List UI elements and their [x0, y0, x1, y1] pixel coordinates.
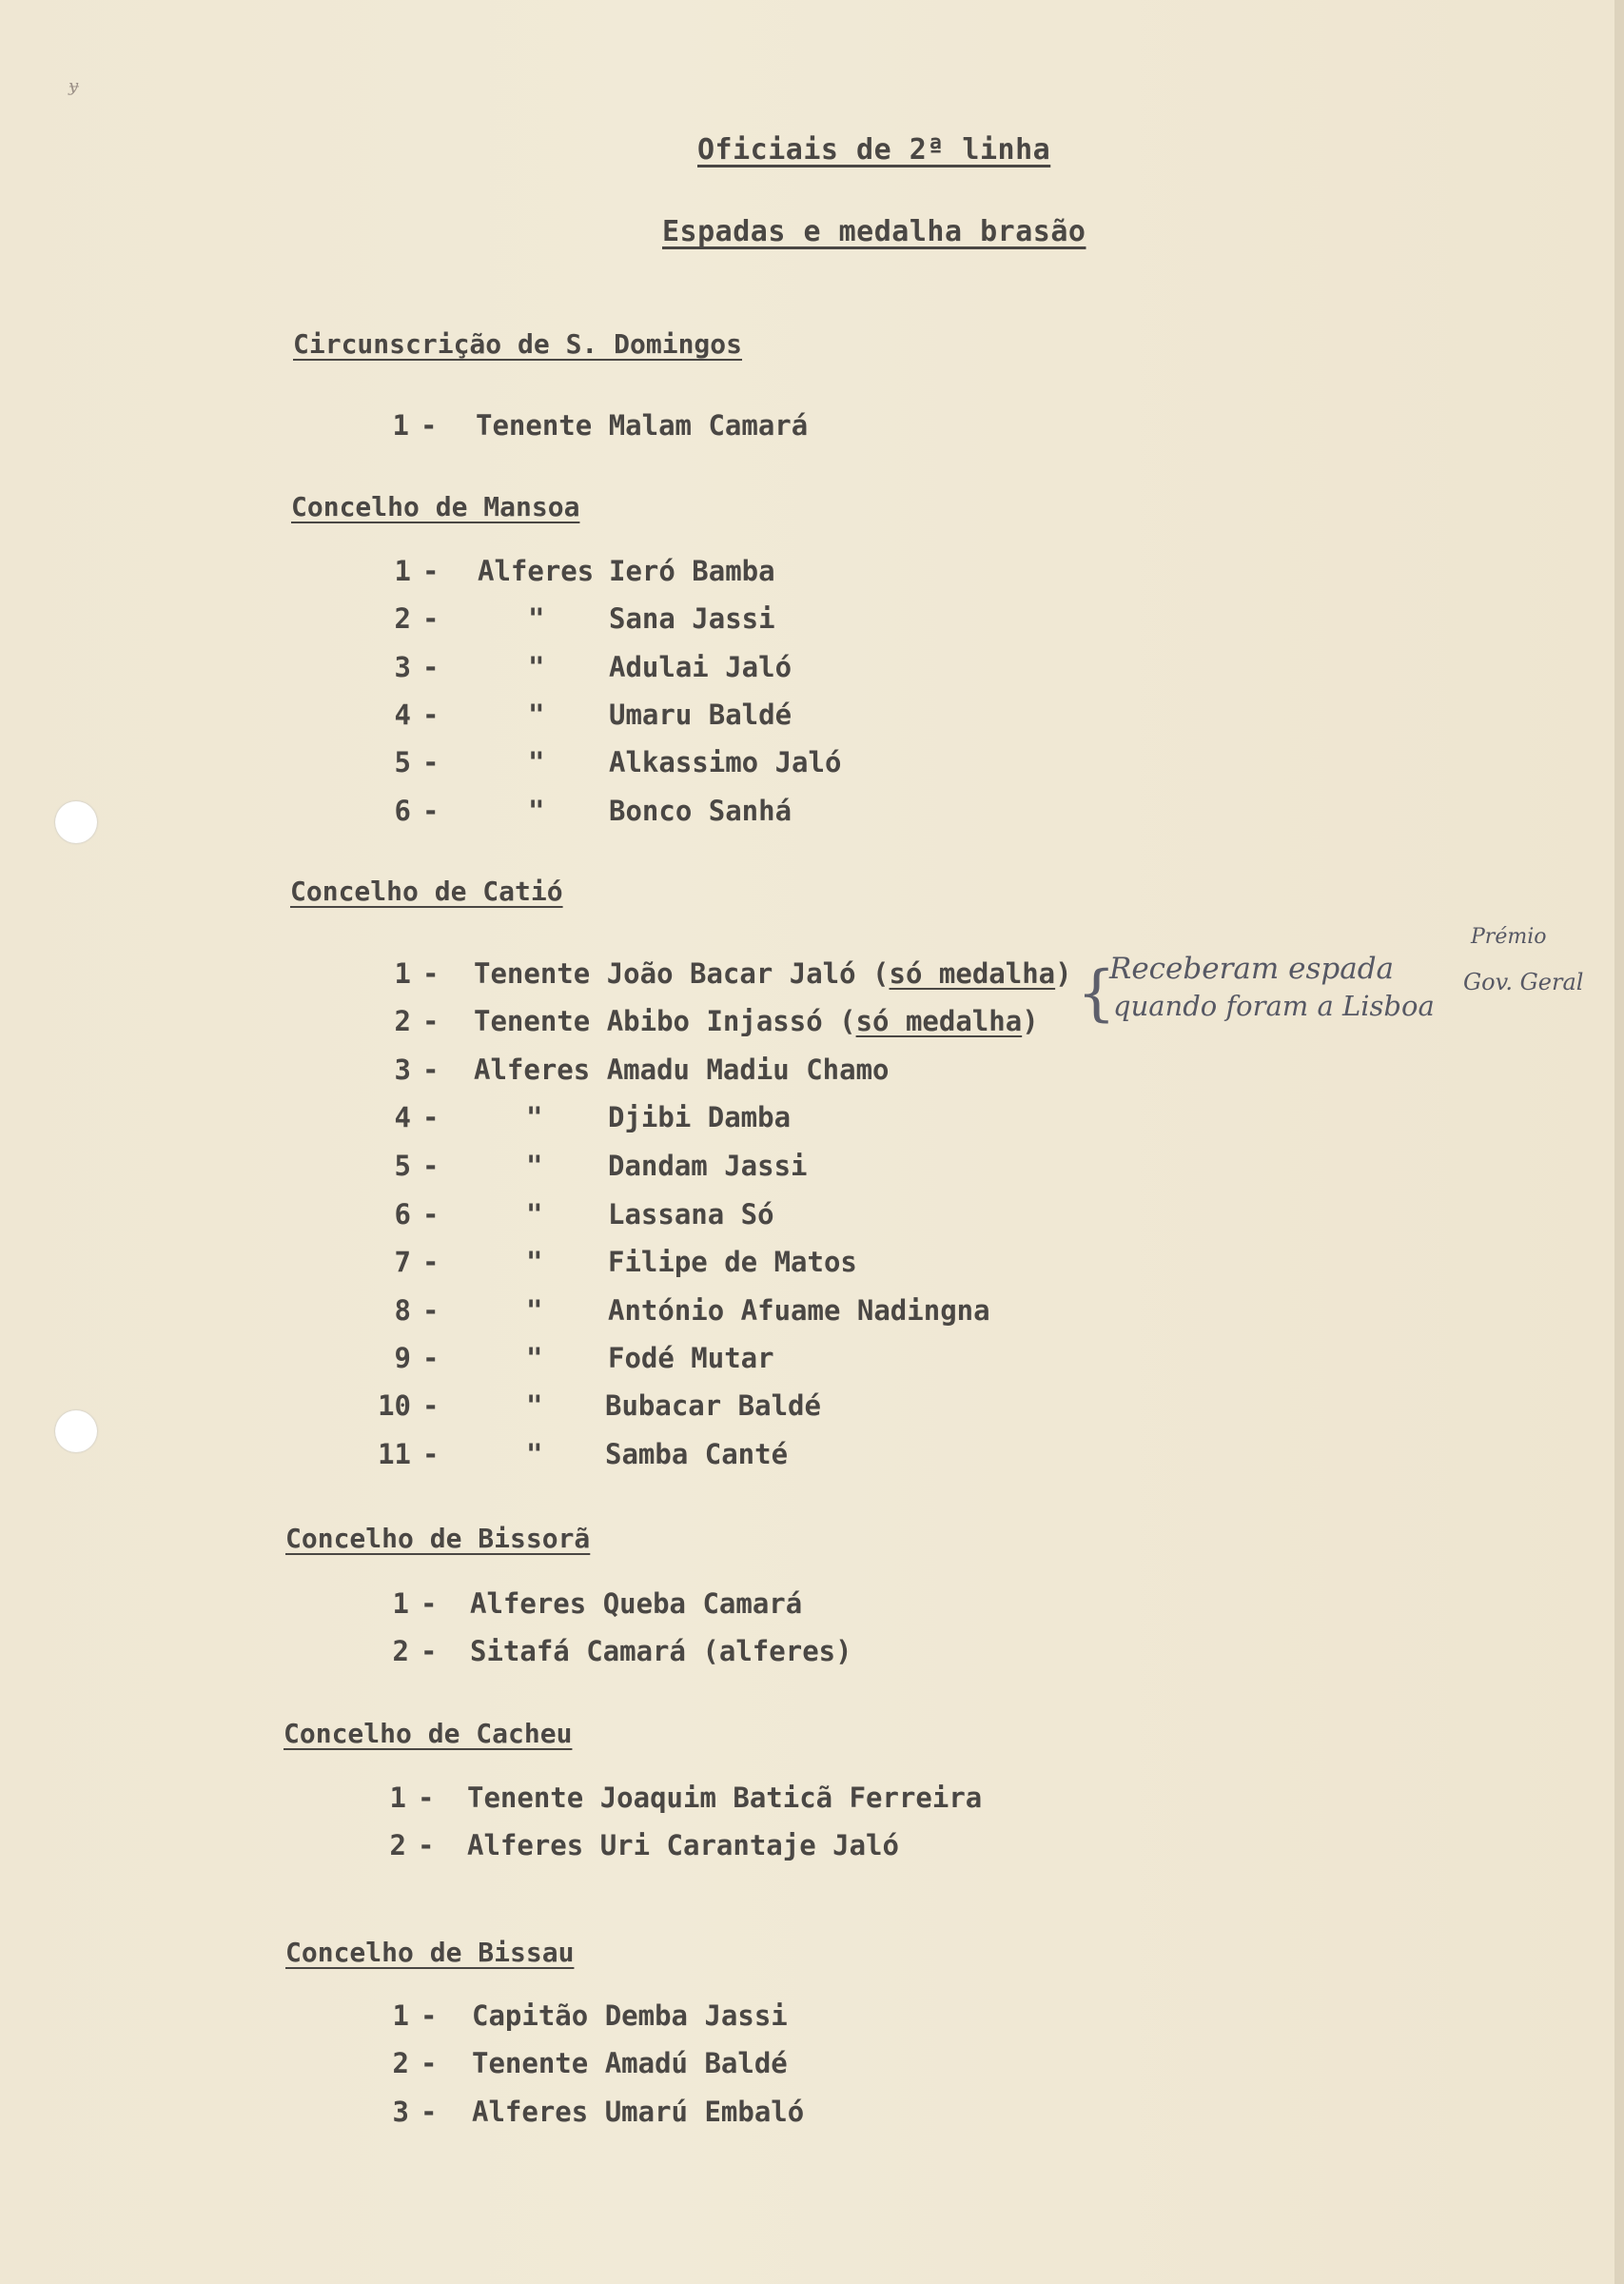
item-dash: -	[422, 1198, 440, 1231]
item-rank: Tenente	[474, 1005, 591, 1037]
item-name: Dandam Jassi	[608, 1150, 808, 1182]
section-heading: Circunscrição de S. Domingos	[293, 328, 743, 360]
item-name: Bonco Sanhá	[609, 795, 792, 827]
item-number: 1	[389, 1782, 406, 1814]
item-name: Amadu Madiu Chamo	[606, 1053, 890, 1086]
item-dash: -	[422, 699, 440, 731]
item-dash: -	[418, 1829, 435, 1861]
item-number: 5	[394, 1150, 411, 1182]
item-number: 9	[394, 1342, 411, 1374]
handwritten-note-line1: Receberam espada	[1109, 952, 1395, 986]
item-rank: Tenente	[467, 1782, 584, 1814]
ditto-mark: "	[528, 602, 545, 635]
item-name: Uri Carantaje Jaló	[599, 1829, 899, 1861]
item-name: Umaru Baldé	[609, 699, 792, 731]
item-name: Joaquim Baticã Ferreira	[599, 1782, 983, 1814]
section-heading: Concelho de Cacheu	[284, 1718, 573, 1749]
item-dash: -	[422, 1150, 440, 1182]
ditto-mark: "	[526, 1294, 543, 1327]
item-name: Bubacar Baldé	[605, 1389, 821, 1422]
item-number: 2	[392, 2047, 409, 2079]
item-number: 1	[394, 555, 411, 587]
item-dash: -	[422, 1294, 440, 1327]
item-rank: Tenente	[472, 2047, 589, 2079]
handwritten-side-line1: Prémio	[1471, 925, 1547, 949]
item-dash: -	[421, 409, 438, 442]
ditto-mark: "	[526, 1246, 543, 1278]
item-text	[474, 1053, 890, 1086]
item-text	[472, 1999, 788, 2032]
item-rank: Tenente	[476, 409, 593, 442]
item-name: Fodé Mutar	[608, 1342, 774, 1374]
item-number: 2	[394, 1005, 411, 1037]
item-rank: Alferes	[467, 1829, 584, 1861]
item-text	[472, 2096, 804, 2128]
item-number: 3	[392, 2096, 409, 2128]
item-dash: -	[422, 602, 440, 635]
item-text	[467, 1829, 899, 1861]
item-number: 2	[392, 1635, 409, 1667]
item-name: Sitafá Camará (alferes)	[470, 1635, 852, 1667]
item-rank: Tenente	[474, 957, 591, 990]
handwritten-side-line2: Gov. Geral	[1463, 969, 1584, 995]
item-rank: Alferes	[478, 555, 595, 587]
item-text: Tenente Abibo Injassó (só medalha)	[474, 1005, 1039, 1037]
item-note: só medalha	[889, 957, 1056, 990]
item-number: 7	[394, 1246, 411, 1278]
item-text	[476, 409, 808, 442]
item-dash: -	[422, 795, 440, 827]
item-dash: -	[421, 1587, 438, 1620]
item-number: 1	[392, 1999, 409, 2032]
item-number: 1	[394, 957, 411, 990]
ditto-mark: "	[526, 1101, 543, 1133]
item-name: Sana Jassi	[609, 602, 775, 635]
ditto-mark: "	[526, 1150, 543, 1182]
item-dash: -	[422, 1005, 440, 1037]
item-dash: -	[422, 1389, 440, 1422]
item-number: 5	[394, 746, 411, 778]
item-number: 3	[394, 651, 411, 683]
item-name: António Afuame Nadingna	[608, 1294, 990, 1327]
punch-hole-bottom	[55, 1410, 97, 1452]
ditto-mark: "	[526, 1342, 543, 1374]
item-rank: Alferes	[470, 1587, 587, 1620]
item-number: 1	[392, 409, 409, 442]
item-name: Malam Camará	[608, 409, 809, 442]
item-dash: -	[421, 2047, 438, 2079]
item-dash: -	[422, 651, 440, 683]
ditto-mark: "	[526, 1198, 543, 1231]
item-number: 2	[394, 602, 411, 635]
item-number: 8	[394, 1294, 411, 1327]
punch-hole-top	[55, 801, 97, 843]
item-name: João Bacar Jaló	[606, 957, 856, 990]
ditto-mark: "	[528, 651, 545, 683]
item-dash: -	[422, 555, 440, 587]
item-name: Samba Canté	[605, 1438, 789, 1470]
item-dash: -	[421, 1999, 438, 2032]
section-heading: Concelho de Mansoa	[291, 491, 580, 522]
section-heading: Concelho de Catió	[290, 876, 563, 907]
item-number: 3	[394, 1053, 411, 1086]
item-note: só medalha	[855, 1005, 1023, 1037]
item-name: Ieró Bamba	[609, 555, 775, 587]
item-number: 6	[394, 795, 411, 827]
corner-ink-mark: ɏ	[68, 76, 79, 96]
item-number: 6	[394, 1198, 411, 1231]
item-name: Demba Jassi	[604, 1999, 788, 2032]
page-edge	[1614, 0, 1624, 2284]
item-name: Adulai Jaló	[609, 651, 792, 683]
item-number: 10	[378, 1389, 411, 1422]
item-name: Amadú Baldé	[604, 2047, 788, 2079]
item-name: Umarú Embaló	[604, 2096, 805, 2128]
item-number: 4	[394, 1101, 411, 1133]
item-number: 11	[378, 1438, 411, 1470]
item-number: 1	[392, 1587, 409, 1620]
item-dash: -	[421, 1635, 438, 1667]
ditto-mark: "	[526, 1389, 543, 1422]
item-dash: -	[418, 1782, 435, 1814]
item-number: 2	[389, 1829, 406, 1861]
item-text	[472, 2047, 788, 2079]
item-dash: -	[421, 2096, 438, 2128]
ditto-mark: "	[528, 795, 545, 827]
item-rank: Capitão	[472, 1999, 589, 2032]
item-name: Lassana Só	[608, 1198, 774, 1231]
item-text: Tenente João Bacar Jaló (só medalha)	[474, 957, 1072, 990]
handwritten-note-line2: quando foram a Lisboa	[1113, 990, 1435, 1022]
item-dash: -	[422, 1053, 440, 1086]
ditto-mark: "	[528, 699, 545, 731]
ditto-mark: "	[528, 746, 545, 778]
curly-brace: {	[1077, 958, 1116, 1029]
item-dash: -	[422, 1342, 440, 1374]
item-name: Djibi Damba	[608, 1101, 792, 1133]
item-rank: Alferes	[472, 2096, 589, 2128]
item-text	[467, 1782, 982, 1814]
item-rank: Alferes	[474, 1053, 591, 1086]
item-name: Filipe de Matos	[608, 1246, 857, 1278]
page-subtitle: Espadas e medalha brasão	[662, 215, 1086, 248]
item-text	[470, 1587, 802, 1620]
item-dash: -	[422, 1246, 440, 1278]
item-name: Alkassimo Jaló	[609, 746, 842, 778]
item-dash: -	[422, 957, 440, 990]
item-dash: -	[422, 1438, 440, 1470]
item-name: Queba Camará	[602, 1587, 803, 1620]
section-heading: Concelho de Bissau	[285, 1937, 575, 1968]
item-number: 4	[394, 699, 411, 731]
item-dash: -	[422, 746, 440, 778]
item-dash: -	[422, 1101, 440, 1133]
ditto-mark: "	[526, 1438, 543, 1470]
item-name: Abibo Injassó	[606, 1005, 823, 1037]
section-heading: Concelho de Bissorã	[285, 1523, 591, 1554]
page-title: Oficiais de 2ª linha	[697, 133, 1051, 167]
